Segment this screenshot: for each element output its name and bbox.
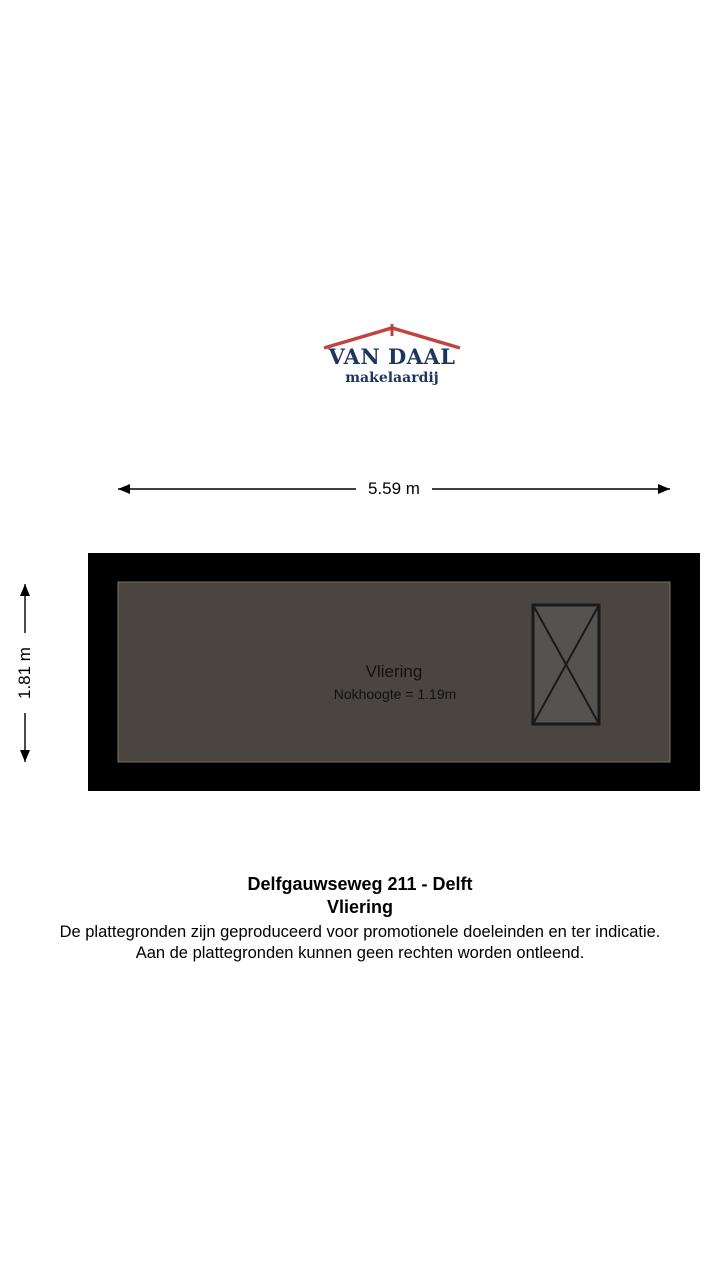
floor-title: Vliering <box>326 897 393 917</box>
disclaimer-line-2: Aan de plattegronden kunnen geen rechten worden ontleend. <box>135 944 585 962</box>
width-dimension-label: 5.59 m <box>356 479 432 499</box>
address-title: Delfgauwseweg 211 - Delft <box>247 874 473 894</box>
room-ridge-height: Nokhoogte = 1.19m <box>333 686 457 702</box>
logo-subtitle: makelaardij <box>345 370 439 386</box>
logo-brand: VAN DAAL <box>328 344 456 369</box>
depth-dimension-label: 1.81 m <box>14 633 36 713</box>
van-daal-logo <box>320 322 464 392</box>
disclaimer <box>0 922 720 964</box>
room-name: Vliering <box>365 662 423 681</box>
disclaimer-line-1: De plattegronden zijn geproduceerd voor promotionele doeleinden en ter indicatie. <box>59 923 661 941</box>
hatch-icon <box>533 605 599 724</box>
